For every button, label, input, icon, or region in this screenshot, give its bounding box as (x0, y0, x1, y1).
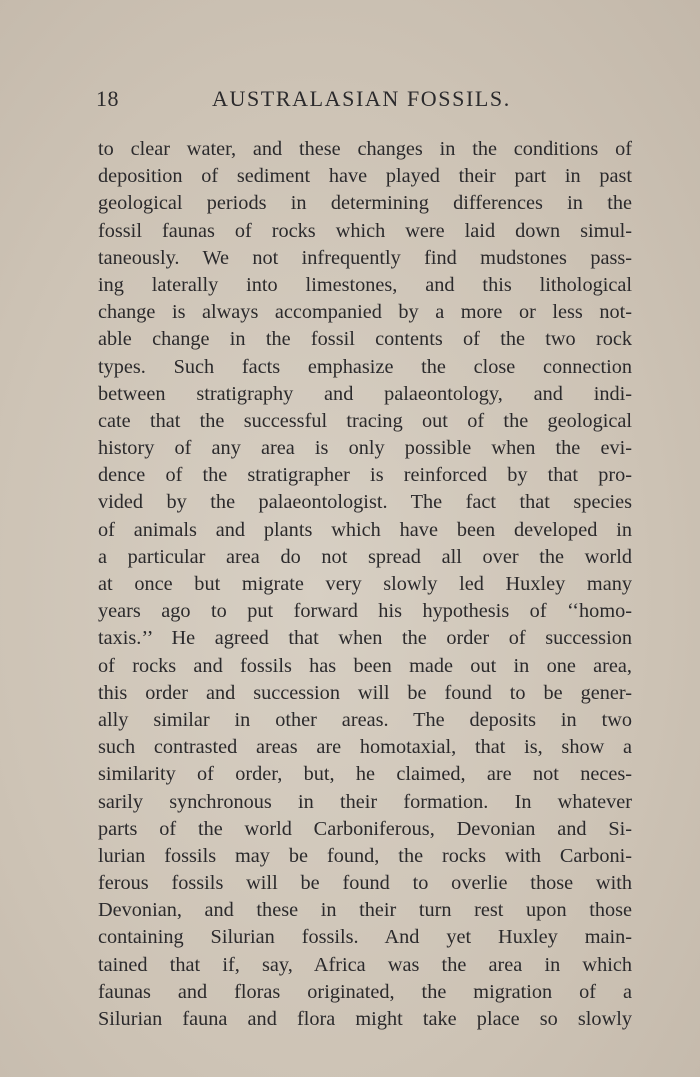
text-line: types. Such facts emphasize the close connection (98, 355, 632, 378)
text-line: parts of the world Carboniferous, Devonian and Si- (98, 817, 632, 840)
text-line: lurian fossils may be found, the rocks with Carboni- (98, 844, 632, 867)
text-line: able change in the fossil contents of the two rock (98, 328, 632, 351)
text-line: dence of the stratigrapher is reinforced by that pro- (98, 464, 632, 487)
text-line: ferous fossils will be found to overlie those with (98, 872, 632, 895)
body-text (98, 136, 632, 1033)
text-line: taxis.’’ He agreed that when the order of succession (98, 627, 632, 650)
text-line: history of any area is only possible when the evi- (98, 437, 632, 460)
text-line: such contrasted areas are homotaxial, that is, show a (98, 736, 632, 759)
text-line: at once but migrate very slowly led Huxley many (98, 573, 632, 595)
page-number: 18 (96, 86, 119, 111)
text-line: fossil faunas of rocks which were laid down simul- (98, 219, 632, 242)
text-line: a particular area do not spread all over the world (98, 545, 632, 568)
text-line: Silurian fauna and flora might take place so slowly (98, 1008, 632, 1030)
text-line: containing Silurian fossils. And yet Huxley main- (98, 926, 632, 949)
text-line: deposition of sediment have played their part in past (98, 165, 632, 188)
text-line: ally similar in other areas. The deposits in two (98, 708, 632, 731)
text-line: change is always accompanied by a more or less not- (98, 301, 632, 324)
text-line: taneously. We not infrequently find mudstones pass- (98, 246, 632, 269)
text-line: geological periods in determining differences in the (98, 192, 632, 215)
text-line: years ago to put forward his hypothesis of ‘‘homo- (98, 600, 632, 623)
text-line: this order and succession will be found to be gener- (98, 681, 632, 704)
text-line: between stratigraphy and palaeontology, and indi- (98, 382, 632, 405)
text-line: similarity of order, but, he claimed, are not neces- (98, 763, 632, 786)
text-line: sarily synchronous in their formation. In whatever (98, 790, 632, 813)
text-line: ing laterally into limestones, and this lithological (98, 273, 632, 296)
text-line: of rocks and fossils has been made out in one area, (98, 654, 632, 677)
text-line: to clear water, and these changes in the conditions of (98, 138, 632, 160)
text-line: faunas and floras originated, the migration of a (98, 980, 632, 1003)
text-line: Devonian, and these in their turn rest upon those (98, 899, 632, 922)
text-line: cate that the successful tracing out of the geological (98, 409, 632, 432)
text-line: vided by the palaeontologist. The fact that species (98, 491, 632, 514)
running-title: AUSTRALASIAN FOSSILS. (212, 86, 511, 111)
text-line: tained that if, say, Africa was the area in which (98, 953, 632, 976)
text-line: of animals and plants which have been developed in (98, 518, 632, 541)
page-header (96, 86, 636, 116)
